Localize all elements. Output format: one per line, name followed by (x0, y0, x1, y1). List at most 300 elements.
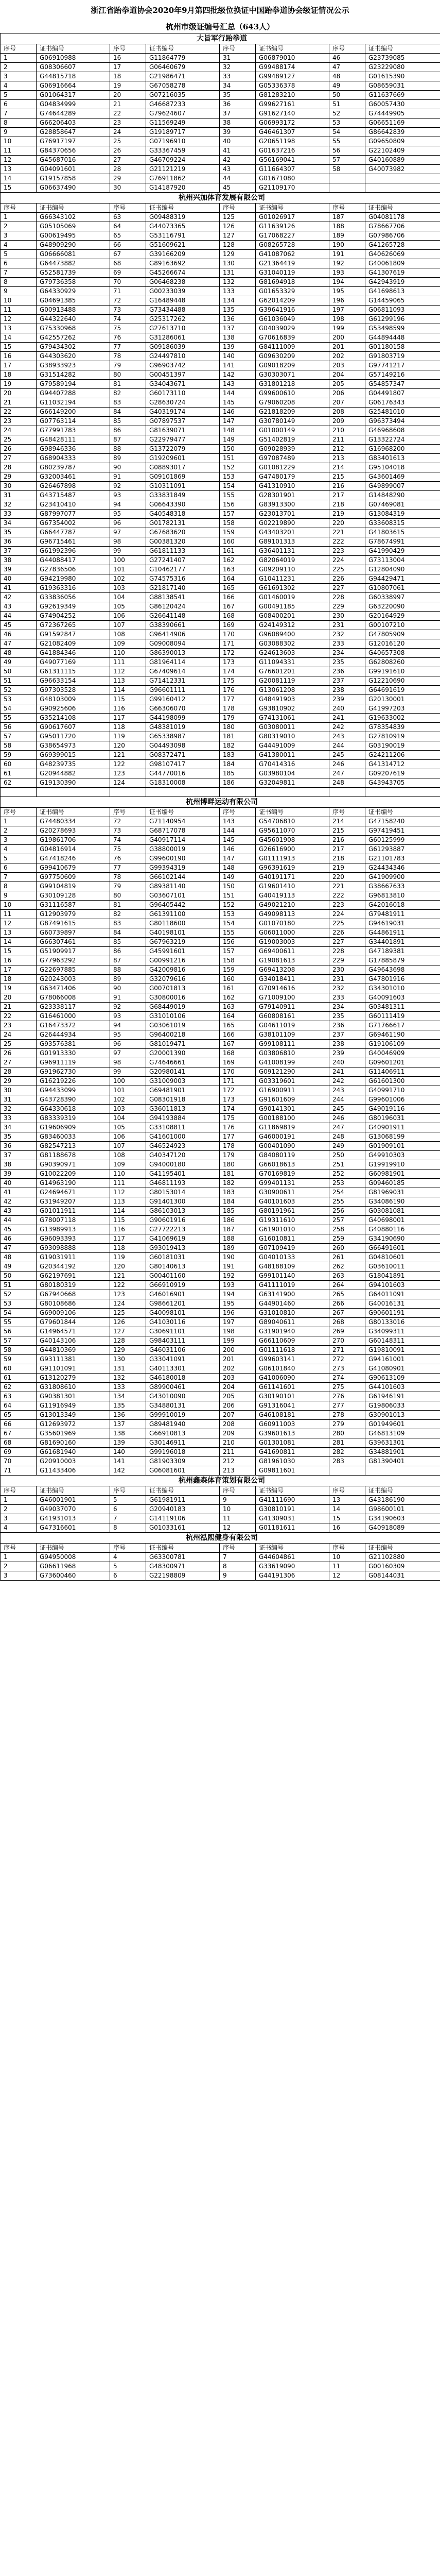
certificate-number-cell: G96813810 (365, 891, 440, 901)
column-header-certificate: 证书编号 (37, 44, 110, 54)
row-index-cell: 195 (220, 1299, 256, 1309)
table-row (1, 472, 440, 482)
row-index-cell: 131 (110, 1364, 146, 1374)
row-index-cell: 241 (329, 1067, 365, 1077)
table-row (1, 1318, 440, 1327)
row-index-cell: 70 (110, 278, 146, 287)
column-header-certificate: 证书编号 (37, 808, 110, 817)
row-index-cell: 240 (329, 704, 365, 714)
certificate-number-cell: G02219890 (256, 519, 329, 528)
row-index-cell: 177 (220, 695, 256, 704)
certificate-number-cell: G99401131 (256, 1179, 329, 1188)
certificate-number-cell: G00160309 (365, 1562, 440, 1571)
row-index-cell: 178 (220, 1142, 256, 1151)
section-header-row (1, 193, 440, 204)
certificate-number-cell: G09488319 (146, 213, 220, 222)
certificate-number-cell: G47316601 (37, 1523, 110, 1533)
row-index-cell: 168 (220, 1049, 256, 1058)
certificate-number-cell (256, 788, 329, 797)
row-index-cell: 44 (220, 174, 256, 183)
certificate-number-cell: G33108811 (146, 1123, 220, 1132)
row-index-cell: 16 (110, 54, 146, 63)
row-index-cell: 34 (1, 519, 37, 528)
row-index-cell: 126 (220, 222, 256, 231)
certificate-number-cell: G26467898 (37, 482, 110, 491)
certificate-number-cell: G19601410 (256, 882, 329, 891)
certificate-number-cell: G80140613 (146, 1262, 220, 1272)
row-index-cell: 181 (220, 1170, 256, 1179)
row-index-cell: 36 (1, 1142, 37, 1151)
row-index-cell: 17 (110, 63, 146, 72)
row-index-cell: 9 (220, 1496, 256, 1505)
certificate-number-cell: G80118600 (146, 919, 220, 928)
row-index-cell: 52 (329, 109, 365, 118)
certificate-number-cell: G06460679 (146, 63, 220, 72)
certificate-number-cell: G12903979 (37, 910, 110, 919)
certificate-number-cell: G41008199 (256, 1058, 329, 1067)
row-index-cell: 251 (329, 1160, 365, 1170)
certificate-number-cell: G01782131 (146, 519, 220, 528)
row-index-cell: 54 (329, 128, 365, 137)
certificate-number-cell: G89040611 (256, 1318, 329, 1327)
row-index-cell: 146 (220, 845, 256, 854)
certificate-number-cell: G20081119 (256, 676, 329, 686)
row-index-cell: 90 (110, 984, 146, 993)
certificate-number-cell: G71009100 (256, 993, 329, 1003)
table-row (1, 324, 440, 333)
certificate-number-cell: G28858647 (37, 128, 110, 137)
table-row (1, 1151, 440, 1160)
certificate-number-cell: G34099311 (365, 1327, 440, 1336)
row-index-cell: 164 (220, 1012, 256, 1021)
certificate-number-cell: G49077169 (37, 658, 110, 667)
row-index-cell: 58 (1, 1346, 37, 1355)
certificate-number-cell: G66910813 (146, 1429, 220, 1438)
row-index-cell: 164 (220, 574, 256, 584)
certificate-number-cell: G77991783 (37, 426, 110, 435)
row-index-cell: 12 (329, 1571, 365, 1581)
row-index-cell: 127 (110, 1327, 146, 1336)
row-index-cell: 186 (220, 1216, 256, 1225)
row-index-cell: 31 (1, 1095, 37, 1105)
row-index-cell: 248 (329, 778, 365, 788)
section-title: 杭州博畔运动有限公司 (1, 797, 440, 808)
certificate-number-cell: G67963219 (146, 938, 220, 947)
certificate-number-cell: G38800019 (146, 845, 220, 854)
certificate-number-cell: G31801218 (256, 380, 329, 389)
certificate-number-cell: G81690160 (37, 1438, 110, 1448)
certificate-number-cell: G44073365 (146, 222, 220, 231)
certificate-number-cell: G22979477 (146, 435, 220, 445)
row-index-cell: 23 (1, 1021, 37, 1030)
row-index-cell: 138 (110, 1429, 146, 1438)
row-index-cell: 179 (220, 1151, 256, 1160)
table-row (1, 593, 440, 602)
certificate-number-cell: G04039029 (256, 324, 329, 333)
certificate-number-cell: G21364419 (256, 259, 329, 268)
row-index-cell: 172 (220, 1086, 256, 1095)
table-row (1, 826, 440, 836)
row-index-cell: 194 (220, 1290, 256, 1299)
certificate-number-cell: G00451397 (146, 370, 220, 380)
table-row (1, 1309, 440, 1318)
row-index-cell: 114 (110, 1207, 146, 1216)
row-index-cell: 226 (329, 574, 365, 584)
row-index-cell: 190 (220, 1253, 256, 1262)
certificate-number-cell: G46709224 (146, 156, 220, 165)
row-index-cell: 212 (220, 1457, 256, 1466)
certificate-number-cell: G43601469 (365, 472, 440, 482)
row-index-cell: 218 (329, 500, 365, 510)
row-index-cell: 67 (1, 1429, 37, 1438)
row-index-cell: 169 (220, 621, 256, 630)
certificate-number-cell: G30190101 (256, 1392, 329, 1401)
row-index-cell: 22 (1, 1012, 37, 1021)
certificate-number-cell: G00913488 (37, 306, 110, 315)
row-index-cell: 276 (329, 1392, 365, 1401)
certificate-number-cell: G00188100 (256, 1114, 329, 1123)
certificate-number-cell: G16219226 (37, 1077, 110, 1086)
row-index-cell: 41 (1, 584, 37, 593)
row-index-cell: 200 (329, 333, 365, 343)
row-index-cell: 180 (220, 1160, 256, 1170)
row-index-cell: 53 (1, 695, 37, 704)
row-index-cell: 73 (110, 826, 146, 836)
column-header-index: 序号 (1, 1544, 37, 1553)
certificate-number-cell: G99488174 (256, 63, 329, 72)
table-row (1, 1496, 440, 1505)
table-row (1, 556, 440, 565)
certificate-number-cell: G69399015 (37, 751, 110, 760)
certificate-number-cell: G32079616 (146, 975, 220, 984)
certificate-number-cell: G74480334 (37, 817, 110, 826)
table-row (1, 965, 440, 975)
row-index-cell: 219 (329, 510, 365, 519)
row-index-cell: 222 (329, 537, 365, 547)
certificate-number-cell: G33608315 (365, 519, 440, 528)
table-row (1, 854, 440, 863)
row-index-cell: 107 (110, 621, 146, 630)
certificate-number-cell: G81019471 (146, 1040, 220, 1049)
row-index-cell: 95 (110, 510, 146, 519)
certificate-number-cell: G40626069 (365, 250, 440, 259)
table-row (1, 863, 440, 873)
certificate-number-cell: G34401891 (365, 938, 440, 947)
column-header-index: 序号 (110, 808, 146, 817)
row-index-cell: 99 (110, 1067, 146, 1077)
row-index-cell: 14 (1, 938, 37, 947)
certificate-number-cell: G08659031 (365, 81, 440, 91)
certificate-number-cell: G74575316 (146, 574, 220, 584)
certificate-number-cell: G09101869 (146, 472, 220, 482)
certificate-number-cell: G41111690 (256, 1496, 329, 1505)
table-row (1, 1448, 440, 1457)
table-row (1, 1132, 440, 1142)
certificate-number-cell: G06468238 (146, 278, 220, 287)
row-index-cell: 18 (1, 370, 37, 380)
row-index-cell: 8 (1, 882, 37, 891)
row-index-cell: 69 (110, 268, 146, 278)
certificate-number-cell: G19363316 (37, 584, 110, 593)
row-index-cell: 52 (1, 686, 37, 695)
table-row (1, 695, 440, 704)
row-index-cell: 281 (329, 1438, 365, 1448)
column-header-index: 序号 (329, 808, 365, 817)
certificate-number-cell: G99104819 (37, 882, 110, 891)
certificate-table-body (1, 33, 440, 1581)
row-index-cell: 49 (1, 658, 37, 667)
certificate-number-cell: G94101603 (365, 1281, 440, 1290)
table-row (1, 491, 440, 500)
row-index-cell: 192 (220, 1272, 256, 1281)
row-index-cell: 189 (329, 231, 365, 241)
certificate-number-cell: G03610011 (365, 1262, 440, 1272)
certificate-number-cell: G64691619 (365, 686, 440, 695)
certificate-number-cell: G30900611 (256, 1188, 329, 1197)
table-row (1, 352, 440, 361)
certificate-number-cell: G40657308 (365, 649, 440, 658)
row-index-cell: 96 (110, 1040, 146, 1049)
table-row (1, 165, 440, 174)
row-index-cell: 180 (220, 723, 256, 732)
certificate-number-cell (365, 174, 440, 183)
row-index-cell: 233 (329, 993, 365, 1003)
certificate-number-cell: G14848290 (365, 491, 440, 500)
certificate-number-cell: G61981911 (146, 1496, 220, 1505)
certificate-number-cell: G06651169 (365, 118, 440, 128)
certificate-number-cell: G61391100 (146, 910, 220, 919)
certificate-number-cell: G30146911 (146, 1438, 220, 1448)
table-row (1, 741, 440, 751)
certificate-number-cell: G21109170 (256, 183, 329, 193)
certificate-number-cell: G99627161 (256, 100, 329, 109)
certificate-number-cell: G94950008 (37, 1553, 110, 1562)
certificate-number-cell: G61311115 (37, 667, 110, 676)
table-row (1, 993, 440, 1003)
row-index-cell: 77 (110, 343, 146, 352)
certificate-number-cell: G21818209 (256, 408, 329, 417)
row-index-cell: 89 (110, 975, 146, 984)
row-index-cell: 103 (110, 1105, 146, 1114)
certificate-number-cell: G40991710 (365, 1086, 440, 1095)
certificate-number-cell: G31010106 (146, 1012, 220, 1021)
section-title: 杭州鑫森体育策划有限公司 (1, 1476, 440, 1486)
row-index-cell: 51 (1, 676, 37, 686)
row-index-cell: 6 (110, 1505, 146, 1514)
certificate-number-cell (365, 788, 440, 797)
certificate-number-cell: G38667633 (365, 882, 440, 891)
row-index-cell: 130 (110, 1355, 146, 1364)
row-index-cell: 213 (329, 454, 365, 463)
row-index-cell: 235 (329, 1012, 365, 1021)
certificate-number-cell: G64330929 (37, 287, 110, 296)
row-index-cell: 109 (110, 639, 146, 649)
certificate-number-cell: G86120424 (146, 602, 220, 612)
row-index-cell: 10 (1, 901, 37, 910)
row-index-cell: 188 (220, 1234, 256, 1244)
row-index-cell: 68 (1, 1438, 37, 1448)
certificate-number-cell: G33367459 (146, 146, 220, 156)
certificate-number-cell: G89481940 (146, 1420, 220, 1429)
certificate-number-cell: G22102409 (365, 146, 440, 156)
row-index-cell: 9 (1, 287, 37, 296)
certificate-number-cell: G39641916 (256, 306, 329, 315)
row-index-cell: 189 (220, 1244, 256, 1253)
table-row (1, 1253, 440, 1262)
certificate-number-cell: G30800016 (146, 993, 220, 1003)
row-index-cell: 184 (220, 760, 256, 769)
table-row (1, 956, 440, 965)
row-index-cell: 255 (329, 1197, 365, 1207)
row-index-cell: 49 (329, 81, 365, 91)
row-index-cell: 101 (110, 565, 146, 574)
row-index-cell: 13 (329, 1496, 365, 1505)
certificate-number-cell: G41195401 (146, 1170, 220, 1179)
row-index-cell: 211 (220, 1448, 256, 1457)
certificate-number-cell: G80196031 (365, 1114, 440, 1123)
row-index-cell: 160 (220, 975, 256, 984)
certificate-number-cell: G00233039 (146, 287, 220, 296)
certificate-number-cell: G81694918 (256, 278, 329, 287)
certificate-number-cell: G97750609 (37, 873, 110, 882)
certificate-number-cell: G03980104 (256, 769, 329, 778)
certificate-number-cell: G60739897 (37, 928, 110, 938)
certificate-number-cell: G46813109 (365, 1429, 440, 1438)
certificate-number-cell: G99160412 (146, 695, 220, 704)
row-index-cell: 39 (220, 128, 256, 137)
certificate-number-cell: G94407288 (37, 389, 110, 398)
certificate-number-cell: G56169041 (256, 156, 329, 165)
certificate-number-cell: G76917197 (37, 137, 110, 146)
certificate-number-cell: G83401613 (365, 454, 440, 463)
certificate-number-cell: G64473882 (37, 259, 110, 268)
row-index-cell: 173 (220, 658, 256, 667)
table-row (1, 760, 440, 769)
certificate-number-cell: G69481901 (146, 1086, 220, 1095)
row-index-cell: 89 (110, 454, 146, 463)
certificate-number-cell: G89381140 (146, 882, 220, 891)
certificate-number-cell: G04493098 (146, 741, 220, 751)
certificate-number-cell: G89163692 (146, 259, 220, 268)
row-index-cell: 191 (220, 1262, 256, 1272)
table-row (1, 1197, 440, 1207)
row-index-cell: 61 (1, 769, 37, 778)
certificate-number-cell: G13084319 (365, 510, 440, 519)
row-index-cell: 93 (110, 491, 146, 500)
certificate-number-cell: G99489127 (256, 72, 329, 81)
certificate-number-cell: G94429471 (365, 574, 440, 584)
certificate-number-cell: G97303528 (37, 686, 110, 695)
certificate-number-cell: G06916664 (37, 81, 110, 91)
row-index-cell: 202 (220, 1364, 256, 1374)
certificate-number-cell: G41884346 (37, 649, 110, 658)
row-index-cell: 7 (220, 1553, 256, 1562)
row-index-cell: 25 (1, 435, 37, 445)
certificate-number-cell (365, 1466, 440, 1476)
certificate-number-cell: G18041891 (365, 1272, 440, 1281)
table-row (1, 306, 440, 315)
certificate-number-cell: G04834999 (37, 100, 110, 109)
row-index-cell: 196 (329, 296, 365, 306)
row-index-cell: 23 (110, 118, 146, 128)
row-index-cell: 6 (1, 863, 37, 873)
row-index-cell: 64 (1, 1401, 37, 1411)
certificate-number-cell: G45991601 (146, 947, 220, 956)
row-index-cell (1, 788, 37, 797)
row-index-cell: 232 (329, 984, 365, 993)
row-index-cell: 111 (110, 1179, 146, 1188)
row-index-cell: 261 (329, 1253, 365, 1262)
row-index-cell: 140 (220, 352, 256, 361)
row-index-cell: 90 (110, 463, 146, 472)
row-index-cell: 40 (1, 1179, 37, 1188)
row-index-cell: 197 (329, 306, 365, 315)
row-index-cell: 131 (220, 268, 256, 278)
certificate-number-cell: G69400611 (256, 947, 329, 956)
section-title: 杭州兴加体育发展有限公司 (1, 193, 440, 204)
certificate-number-cell: G94193884 (146, 1114, 220, 1123)
certificate-number-cell: G44088417 (37, 556, 110, 565)
certificate-number-cell: G99910019 (146, 1411, 220, 1420)
certificate-number-cell: G74131061 (256, 714, 329, 723)
certificate-number-cell: G01460019 (256, 593, 329, 602)
certificate-number-cell: G20910003 (37, 1457, 110, 1466)
row-index-cell: 66 (1, 1420, 37, 1429)
row-index-cell: 5 (110, 1562, 146, 1571)
table-row (1, 222, 440, 231)
row-index-cell: 48 (329, 72, 365, 81)
certificate-number-cell: G54857347 (365, 380, 440, 389)
row-index-cell: 34 (1, 1123, 37, 1132)
table-row (1, 417, 440, 426)
row-index-cell: 13 (1, 324, 37, 333)
row-index-cell: 216 (329, 836, 365, 845)
certificate-number-cell: G41380011 (256, 751, 329, 760)
column-header-index: 序号 (220, 44, 256, 54)
certificate-number-cell: G96633154 (37, 676, 110, 686)
certificate-number-cell: G41265728 (365, 241, 440, 250)
row-index-cell: 21 (1, 398, 37, 408)
section-title: 大旨军行跆拳道 (1, 33, 440, 44)
row-index-cell: 142 (110, 1466, 146, 1476)
certificate-number-cell: G21082409 (37, 639, 110, 649)
document-title: 浙江省跆拳道协会2020年9月第四批级位换证中国跆拳道协会级证情况公示 (91, 6, 349, 15)
row-index-cell: 206 (220, 1401, 256, 1411)
row-index-cell: 137 (220, 324, 256, 333)
row-index-cell: 237 (329, 1030, 365, 1040)
certificate-number-cell: G84080119 (256, 1151, 329, 1160)
row-index-cell: 233 (329, 639, 365, 649)
table-row (1, 649, 440, 658)
row-index-cell: 193 (329, 268, 365, 278)
row-index-cell: 130 (220, 259, 256, 268)
row-index-cell: 77 (110, 863, 146, 873)
table-row (1, 817, 440, 826)
certificate-number-cell: G73113004 (365, 556, 440, 565)
certificate-number-cell: G94433099 (37, 1086, 110, 1095)
row-index-cell: 106 (110, 612, 146, 621)
certificate-number-cell: G71766617 (365, 1021, 440, 1030)
certificate-number-cell: G20164929 (365, 612, 440, 621)
row-index-cell: 121 (110, 751, 146, 760)
table-row (1, 1466, 440, 1476)
table-row (1, 1012, 440, 1021)
column-header-certificate: 证书编号 (365, 1486, 440, 1496)
certificate-number-cell: G99108111 (256, 1040, 329, 1049)
certificate-number-cell: G40918089 (365, 1523, 440, 1533)
certificate-number-cell: G31040119 (256, 268, 329, 278)
certificate-number-cell: G00401160 (146, 1272, 220, 1281)
